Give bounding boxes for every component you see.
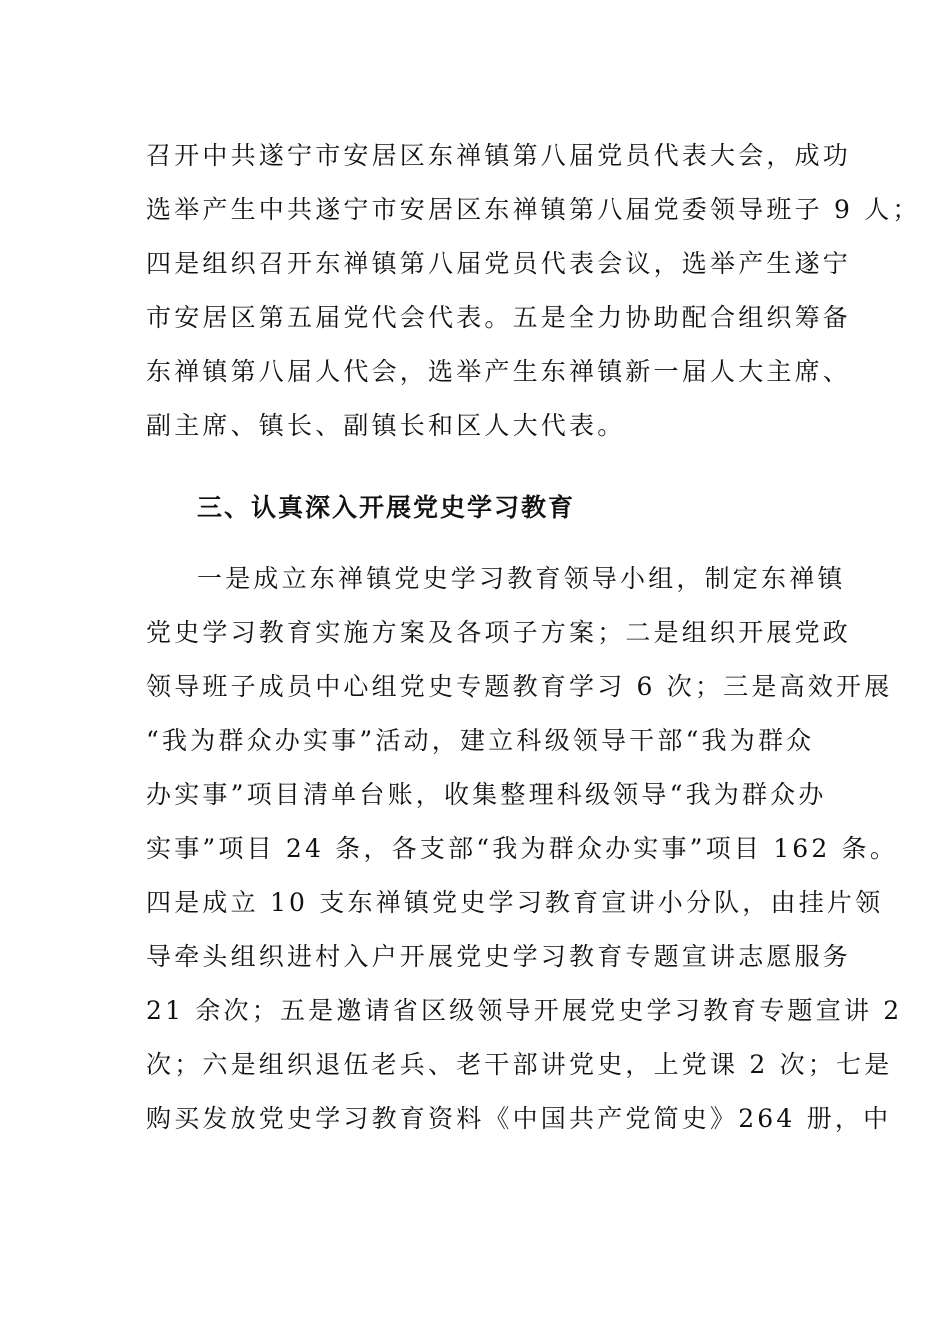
text-line: 东禅镇第八届人代会，选举产生东禅镇新一届人大主席、 bbox=[146, 357, 852, 386]
text-line: 四是组织召开东禅镇第八届党员代表会议，选举产生遂宁 bbox=[146, 249, 852, 278]
text-line: 导牵头组织进村入户开展党史学习教育专题宣讲志愿服务 bbox=[146, 942, 852, 971]
text-line: 选举产生中共遂宁市安居区东禅镇第八届党委领导班子 9 人； bbox=[146, 195, 921, 224]
text-line: 次；六是组织退伍老兵、老干部讲党史，上党课 2 次；七是 bbox=[146, 1050, 893, 1079]
text-line: 21 余次；五是邀请省区级领导开展党史学习教育专题宣讲 2 bbox=[146, 996, 903, 1025]
section-heading: 三、认真深入开展党史学习教育 bbox=[197, 493, 576, 522]
text-line: 市安居区第五届党代会代表。五是全力协助配合组织筹备 bbox=[146, 303, 852, 332]
text-line: 四是成立 10 支东禅镇党史学习教育宣讲小分队，由挂片领 bbox=[146, 888, 884, 917]
text-line: 副主席、镇长、副镇长和区人大代表。 bbox=[146, 411, 626, 440]
text-line: 党史学习教育实施方案及各项子方案；二是组织开展党政 bbox=[146, 618, 852, 647]
text-line: 领导班子成员中心组党史专题教育学习 6 次；三是高效开展 bbox=[146, 672, 893, 701]
text-line: “我为群众办实事”活动，建立科级领导干部“我为群众 bbox=[146, 726, 815, 755]
text-line: 实事”项目 24 条，各支部“我为群众办实事”项目 162 条。 bbox=[146, 834, 899, 863]
text-line: 办实事”项目清单台账，收集整理科级领导“我为群众办 bbox=[146, 780, 827, 809]
text-line: 召开中共遂宁市安居区东禅镇第八届党员代表大会，成功 bbox=[146, 141, 852, 170]
text-line: 一是成立东禅镇党史学习教育领导小组，制定东禅镇 bbox=[197, 564, 846, 593]
text-line: 购买发放党史学习教育资料《中国共产党简史》264 册，中 bbox=[146, 1104, 892, 1133]
